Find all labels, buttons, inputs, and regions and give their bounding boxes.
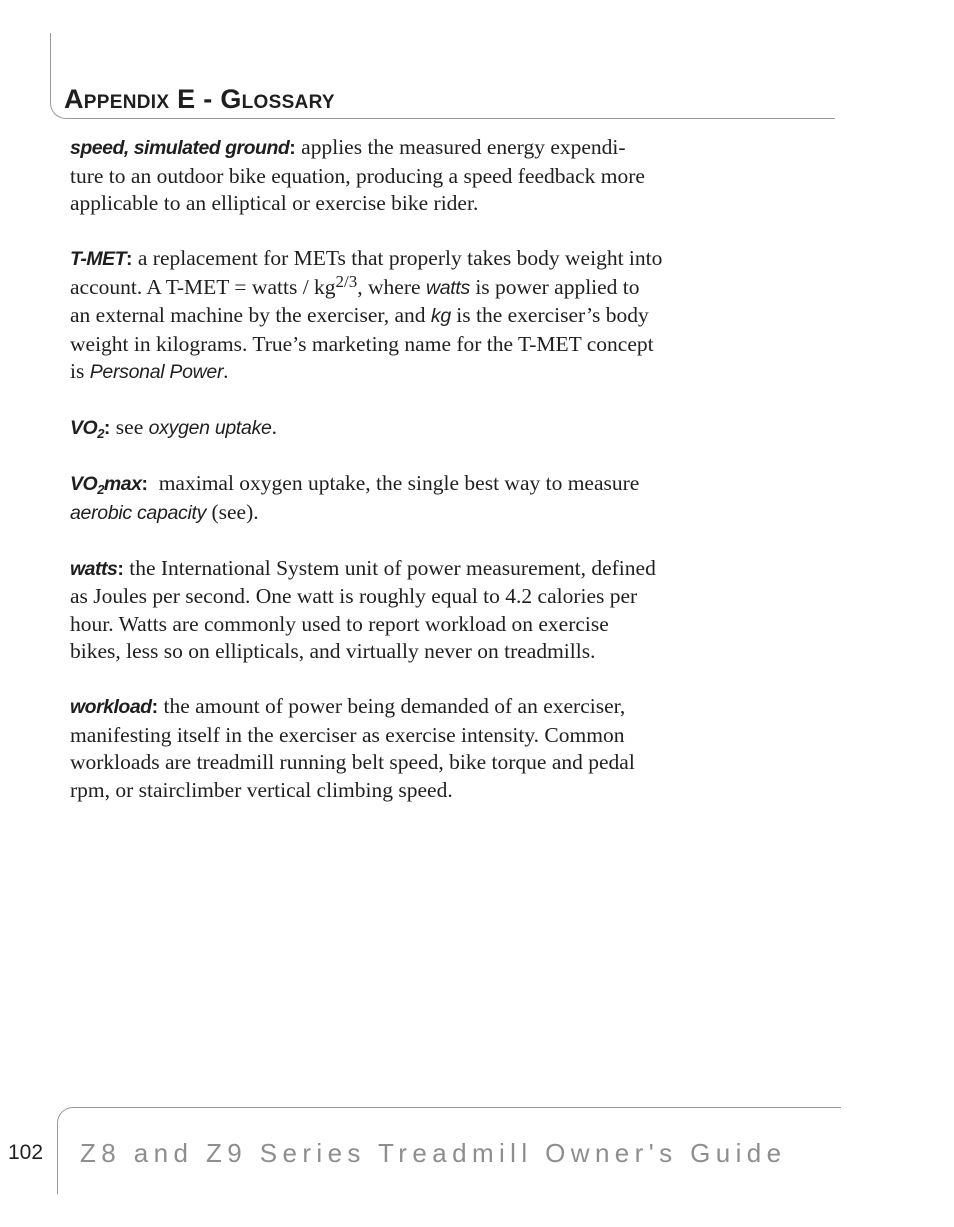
definition-text: see xyxy=(110,415,149,439)
definition-text: hour. Watts are commonly used to report workload on exercise xyxy=(70,611,609,636)
footer-title: Z8 and Z9 Series Treadmill Owner's Guide xyxy=(80,1138,787,1168)
term-colon: : xyxy=(289,137,296,159)
term-prefix: VO xyxy=(70,473,98,495)
term-colon: : xyxy=(151,696,159,718)
definition-text: is power applied to xyxy=(469,274,640,299)
definition-text: account. A T-MET = watts / kg xyxy=(70,274,336,299)
cross-reference: aerobic capacity xyxy=(70,501,207,524)
definition-text: . xyxy=(271,415,277,439)
glossary-term xyxy=(70,417,104,439)
glossary-entry-speed-simulated-ground xyxy=(70,134,715,218)
definition-text: . xyxy=(223,359,229,383)
term-subscript: 2 xyxy=(97,482,104,497)
definition-text: an external machine by the exerciser, and xyxy=(70,303,431,327)
definition-text: is xyxy=(70,359,90,383)
emphasis-watts: watts xyxy=(425,276,470,299)
definition-text: as Joules per second. One watt is roughly equal to 4.2 calories per xyxy=(70,584,638,608)
term-subscript: 2 xyxy=(97,426,104,441)
term-colon: : xyxy=(117,557,124,580)
definition-text: the amount of power being demanded of an exerciser, xyxy=(158,694,626,718)
glossary-entry-workload xyxy=(70,693,715,804)
term-prefix: VO xyxy=(70,417,98,439)
exponent: 2/3 xyxy=(335,271,358,291)
emphasis-kg: kg xyxy=(430,305,451,327)
definition-text: a replacement for METs that properly takes body weight into xyxy=(132,246,663,270)
definition-text: (see). xyxy=(206,499,259,524)
cross-reference: oxygen uptake xyxy=(148,417,272,439)
glossary-term: workload xyxy=(70,696,152,718)
glossary-list xyxy=(70,134,715,832)
page-number: 102 xyxy=(8,1141,44,1164)
term-colon: : xyxy=(126,248,133,270)
glossary-term: watts xyxy=(70,557,118,580)
emphasis-personal-power: Personal Power xyxy=(89,361,224,383)
term-colon: : xyxy=(141,473,148,495)
glossary-entry-watts xyxy=(70,555,715,666)
definition-text: , where xyxy=(357,274,426,299)
glossary-entry-vo2 xyxy=(70,414,715,443)
definition-text: applicable to an elliptical or exercise bike rider. xyxy=(70,191,479,215)
definition-text: workloads are treadmill running belt speed, bike torque and pedal xyxy=(70,750,635,774)
definition-text: maximal oxygen uptake, the single best way to measure xyxy=(147,471,640,495)
glossary-term: speed, simulated ground xyxy=(70,137,290,159)
definition-text: manifesting itself in the exerciser as exercise intensity. Common xyxy=(70,722,625,747)
definition-text: applies the measured energy expendi- xyxy=(295,135,626,159)
glossary-term xyxy=(70,473,141,495)
definition-text: rpm, or stairclimber vertical climbing speed. xyxy=(70,777,453,802)
term-suffix: max xyxy=(103,473,142,495)
glossary-entry-t-met xyxy=(70,245,715,387)
page-title: Appendix E - Glossary xyxy=(64,84,335,114)
definition-text: bikes, less so on ellipticals, and virtually never on treadmills. xyxy=(70,639,596,663)
glossary-term: T-MET xyxy=(70,248,126,270)
definition-text: is the exerciser’s body xyxy=(450,303,649,327)
glossary-entry-vo2max xyxy=(70,470,715,527)
definition-text: the International System unit of power measurement, defined xyxy=(123,555,656,580)
definition-text: weight in kilograms. True’s marketing name for the T-MET concept xyxy=(70,331,654,356)
definition-text: ture to an outdoor bike equation, producing a speed feedback more xyxy=(70,163,645,188)
term-colon: : xyxy=(103,417,111,439)
